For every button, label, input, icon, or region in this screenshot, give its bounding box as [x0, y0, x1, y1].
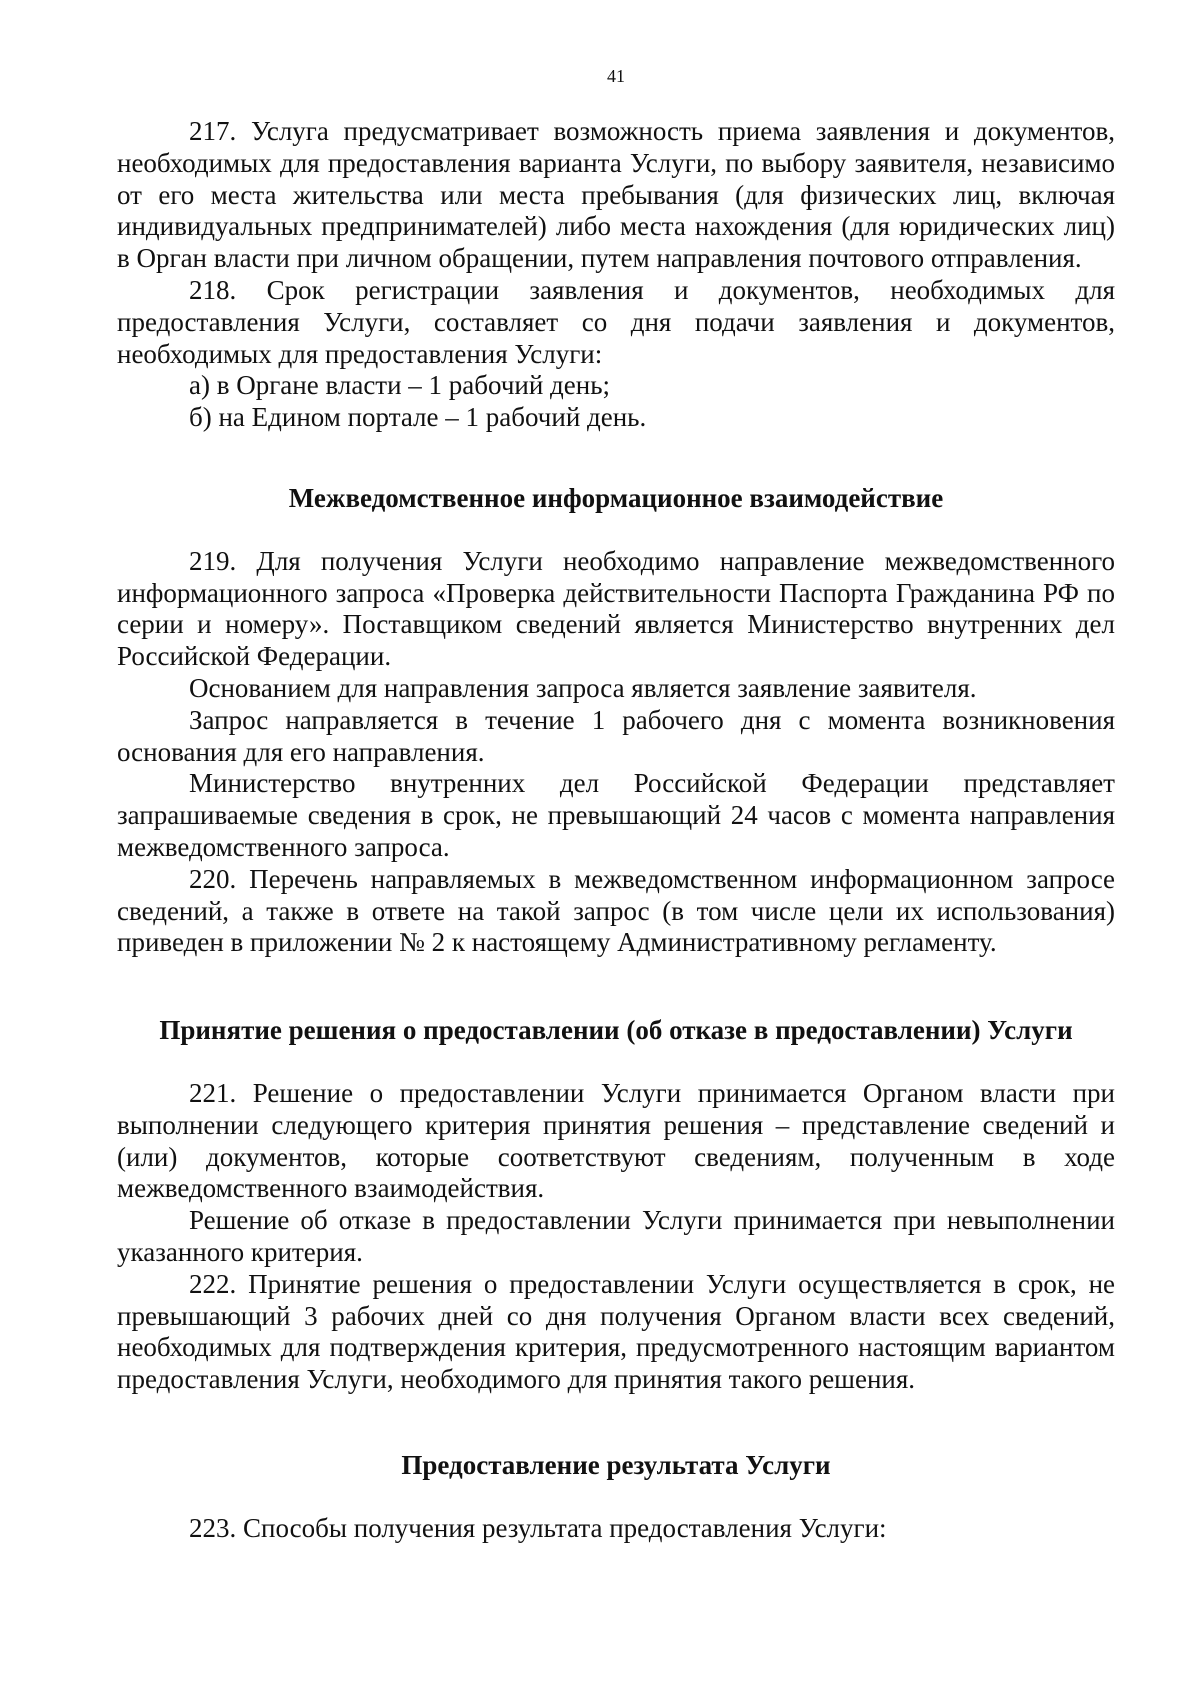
- section-heading-decision: Принятие решения о предоставлении (об отказе в предоставлении) Услуги: [159, 1015, 1073, 1046]
- paragraph-request-timing: Запрос направляется в течение 1 рабочего дня с момента возникновения основания для его направления.: [117, 704, 1115, 767]
- paragraph-221: 221. Решение о предоставлении Услуги принимается Органом власти при выполнении следующего критерия принятия решения – представление сведений и (или) документов, которые соответствуют сведениям, полученным в ходе межведомственного взаимодействия.: [117, 1077, 1115, 1204]
- paragraph-222: 222. Принятие решения о предоставлении Услуги осуществляется в срок, не превышающий 3 рабочих дней со дня получения Органом власти всех сведений, необходимых для подтверждения критерия, предусмотренного настоящим вариантом предоставления Услуги, необходимого для принятия такого решения.: [117, 1268, 1115, 1395]
- section-heading-result: Предоставление результата Услуги: [401, 1449, 831, 1480]
- paragraph-219: 219. Для получения Услуги необходимо направление межведомственного информационного запроса «Проверка действительности Паспорта Гражданина РФ по серии и номеру». Поставщиком сведений является Министерство внутренних дел Российской Федерации.: [117, 545, 1115, 672]
- page-number: 41: [607, 66, 625, 86]
- list-item-b: б) на Едином портале – 1 рабочий день.: [189, 402, 647, 433]
- paragraph-refusal: Решение об отказе в предоставлении Услуги принимается при невыполнении указанного критерия.: [117, 1205, 1115, 1267]
- paragraph-218: 218. Срок регистрации заявления и документов, необходимых для предоставления Услуги, составляет со дня подачи заявления и документов, необходимых для предоставления Услуги:: [117, 274, 1115, 369]
- paragraph-request-basis: Основанием для направления запроса является заявление заявителя.: [189, 672, 977, 703]
- document-page: [117, 66, 1115, 1544]
- list-item-a: а) в Органе власти – 1 рабочий день;: [189, 370, 611, 401]
- paragraph-223: 223. Способы получения результата предоставления Услуги:: [189, 1512, 887, 1543]
- section-heading-interagency: Межведомственное информационное взаимодействие: [288, 482, 944, 513]
- paragraph-220: 220. Перечень направляемых в межведомственном информационном запросе сведений, а также в ответе на такой запрос (в том числе цели их использования) приведен в приложении № 2 к настоящему Административному регламенту.: [117, 863, 1115, 958]
- paragraph-217: 217. Услуга предусматривает возможность приема заявления и документов, необходимых для предоставления варианта Услуги, по выбору заявителя, независимо от его места жительства или места пребывания (для физических лиц, включая индивидуальных предпринимателей) либо места нахождения (для юридических лиц) в Орган власти при личном обращении, путем направления почтового отправления.: [117, 116, 1115, 274]
- paragraph-ministry-response: Министерство внутренних дел Российской Федерации представляет запрашиваемые сведения в срок, не превышающий 24 часов с момента направления межведомственного запроса.: [117, 768, 1115, 862]
